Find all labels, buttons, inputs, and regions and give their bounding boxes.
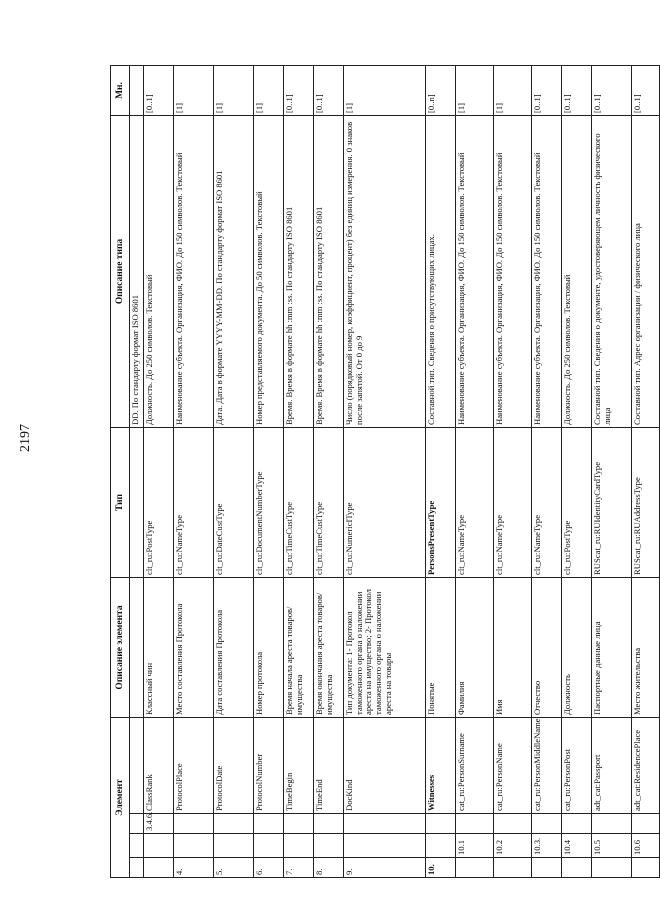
row-element-desc: Имя xyxy=(494,577,532,717)
row-number: 6. xyxy=(254,858,284,878)
row-code: 3.4.6. xyxy=(144,814,174,834)
row-element-name: cat_ru:PersonMiddleName xyxy=(532,717,562,813)
row-number: 10. xyxy=(426,858,456,878)
row-element-desc: Должность xyxy=(562,577,592,717)
table-header-row xyxy=(111,65,130,877)
row-code xyxy=(174,814,214,834)
header-element-desc: Описание элемента xyxy=(111,577,130,717)
row-code xyxy=(426,814,456,834)
row-element-desc: Место составления Протокола xyxy=(174,577,214,717)
row-type-desc: DD. По стандарту формат ISO 8601 xyxy=(130,115,144,427)
row-element-name: adt_cat:Passport xyxy=(592,717,632,813)
row-multiplicity xyxy=(130,65,144,115)
row-element-desc: Время начала ареста товаров/имущества xyxy=(284,577,314,717)
row-code xyxy=(494,814,532,834)
row-subnumber: 10.2 xyxy=(494,834,532,858)
row-type-desc: Должность. До 250 символов. Текстовый xyxy=(562,115,592,427)
row-type-desc: Должность. До 250 символов. Текстовый xyxy=(144,115,174,427)
row-type: RUScat_ru:RUAddressType xyxy=(632,427,660,577)
row-type xyxy=(130,427,144,577)
row-element-desc: Время окончания ареста товаров/имущества xyxy=(314,577,344,717)
row-number: 8. xyxy=(314,858,344,878)
table-row xyxy=(314,65,344,877)
row-element-name: TimeBegin xyxy=(284,717,314,813)
row-multiplicity: [0..1] xyxy=(284,65,314,115)
rotated-table-container xyxy=(110,66,642,878)
header-type-desc: Описание типа xyxy=(111,115,130,427)
row-multiplicity: [0..1] xyxy=(314,65,344,115)
row-subnumber xyxy=(130,834,144,858)
row-code xyxy=(562,814,592,834)
table-row xyxy=(532,65,562,877)
row-type-desc: Число (порядковый номер, коэффициент, процент) без единиц измерения. 0 знаков после запятой. От 0 до 9 xyxy=(344,115,426,427)
row-subnumber: 10.4 xyxy=(562,834,592,858)
row-type: PersonsPresentType xyxy=(426,427,456,577)
row-number xyxy=(632,858,660,878)
row-code xyxy=(532,814,562,834)
spec-table xyxy=(110,65,660,878)
row-multiplicity: [0..1] xyxy=(632,65,660,115)
header-type: Тип xyxy=(111,427,130,577)
row-subnumber: 10.3. xyxy=(532,834,562,858)
row-type-desc: Наименование субъекта. Организация, ФИО. До 150 символов. Текстовый xyxy=(532,115,562,427)
table-row xyxy=(456,65,494,877)
row-element-desc: Отчество xyxy=(532,577,562,717)
row-element-name xyxy=(130,717,144,813)
row-type: clt_ru:NameType xyxy=(174,427,214,577)
page-number: 2197 xyxy=(18,424,33,452)
row-type: RUScat_ru:RUIdentityCardType xyxy=(592,427,632,577)
row-multiplicity: [1] xyxy=(174,65,214,115)
row-code xyxy=(456,814,494,834)
row-type-desc: Дата. Дата в формате YYYY-MM-DD. По стандарту формат ISO 8601 xyxy=(214,115,254,427)
row-type: clt_ru:PostType xyxy=(144,427,174,577)
row-type: clt_ru:DocumentNumberType xyxy=(254,427,284,577)
row-type-desc: Составной тип. Адрес организации / физического лица xyxy=(632,115,660,427)
row-type: clt_ru:NameType xyxy=(456,427,494,577)
row-subnumber: 10.1 xyxy=(456,834,494,858)
row-code xyxy=(314,814,344,834)
row-code xyxy=(592,814,632,834)
row-code xyxy=(214,814,254,834)
row-code xyxy=(130,814,144,834)
row-number: 4. xyxy=(174,858,214,878)
row-subnumber xyxy=(426,834,456,858)
row-number xyxy=(144,858,174,878)
row-element-name: cat_ru:PersonPost xyxy=(562,717,592,813)
table-row xyxy=(344,65,426,877)
row-type-desc: Составной тип. Сведения о присутствующих лицах. xyxy=(426,115,456,427)
table-row xyxy=(214,65,254,877)
row-element-desc: Место жительства xyxy=(632,577,660,717)
row-element-desc: Фамилия xyxy=(456,577,494,717)
row-element-name: cat_ru:PersonSurname xyxy=(456,717,494,813)
row-number: 7. xyxy=(284,858,314,878)
header-multiplicity: Мн. xyxy=(111,65,130,115)
row-multiplicity: [1] xyxy=(456,65,494,115)
row-number xyxy=(494,858,532,878)
row-multiplicity: [1] xyxy=(254,65,284,115)
row-code xyxy=(254,814,284,834)
table-row xyxy=(174,65,214,877)
row-element-desc: Номер протокола xyxy=(254,577,284,717)
row-type-desc: Время. Время в формате hh :mm :ss. По стандарту ISO 8601 xyxy=(314,115,344,427)
row-type-desc: Составной тип. Сведения о документе, удостоверяющем личность физического лица xyxy=(592,115,632,427)
table-row xyxy=(494,65,532,877)
row-code xyxy=(284,814,314,834)
row-element-name: TimeEnd xyxy=(314,717,344,813)
table-body xyxy=(130,65,660,877)
table-row xyxy=(144,65,174,877)
row-element-name: adt_cat:ResidencePlace xyxy=(632,717,660,813)
row-code xyxy=(632,814,660,834)
table-row xyxy=(592,65,632,877)
row-element-name: ProtocolPlace xyxy=(174,717,214,813)
row-type-desc: Наименование субъекта. Организация, ФИО. До 150 символов. Текстовый xyxy=(456,115,494,427)
row-number: 9. xyxy=(344,858,426,878)
row-type: clt_ru:NameType xyxy=(494,427,532,577)
row-element-name: ClassRank xyxy=(144,717,174,813)
row-multiplicity: [1] xyxy=(494,65,532,115)
row-element-desc: Дата составления Протокола xyxy=(214,577,254,717)
row-multiplicity: [0..1] xyxy=(532,65,562,115)
row-type: clt_ru:TimeCustType xyxy=(314,427,344,577)
row-element-desc: Тип документа: 1- Протокол таможенного органа о наложении ареста на имущество; 2- Протокол таможенного органа о наложении ареста на товары xyxy=(344,577,426,717)
row-number: 5. xyxy=(214,858,254,878)
row-type: clt_ru:DateCustType xyxy=(214,427,254,577)
row-element-name: cat_ru:PersonName xyxy=(494,717,532,813)
row-subnumber xyxy=(144,834,174,858)
row-subnumber: 10.6 xyxy=(632,834,660,858)
row-type: clt_ru:NameType xyxy=(532,427,562,577)
row-number xyxy=(592,858,632,878)
row-number xyxy=(130,858,144,878)
row-multiplicity: [1] xyxy=(344,65,426,115)
row-type: clt_ru:NumericIType xyxy=(344,427,426,577)
row-type-desc: Номер представляемого документа. До 50 символов. Текстовый xyxy=(254,115,284,427)
row-subnumber xyxy=(284,834,314,858)
table-row xyxy=(130,65,144,877)
row-multiplicity: [1] xyxy=(214,65,254,115)
row-subnumber xyxy=(174,834,214,858)
row-code xyxy=(344,814,426,834)
row-multiplicity: [0..1] xyxy=(562,65,592,115)
row-type: clt_ru:TimeCustType xyxy=(284,427,314,577)
row-element-name: Witnesses xyxy=(426,717,456,813)
row-type-desc: Наименование субъекта. Организация, ФИО. До 150 символов. Текстовый xyxy=(494,115,532,427)
header-element: Элемент xyxy=(111,717,130,877)
table-row xyxy=(632,65,660,877)
row-element-desc: Понятые xyxy=(426,577,456,717)
row-element-name: ProtocolDate xyxy=(214,717,254,813)
row-element-desc: Классный чин xyxy=(144,577,174,717)
row-element-name: DocKind xyxy=(344,717,426,813)
row-subnumber xyxy=(314,834,344,858)
row-multiplicity: [0..1] xyxy=(592,65,632,115)
row-subnumber xyxy=(214,834,254,858)
table-row xyxy=(426,65,456,877)
row-number xyxy=(562,858,592,878)
row-multiplicity: [0..1] xyxy=(144,65,174,115)
table-row xyxy=(284,65,314,877)
row-element-desc: Паспортные данные лица xyxy=(592,577,632,717)
table-row xyxy=(254,65,284,877)
row-subnumber: 10.5 xyxy=(592,834,632,858)
row-element-desc xyxy=(130,577,144,717)
row-element-name: ProtocolNumber xyxy=(254,717,284,813)
row-multiplicity: [0..n] xyxy=(426,65,456,115)
row-subnumber xyxy=(344,834,426,858)
row-subnumber xyxy=(254,834,284,858)
row-number xyxy=(456,858,494,878)
table-row xyxy=(562,65,592,877)
row-type-desc: Наименование субъекта. Организация, ФИО. До 150 символов. Текстовый xyxy=(174,115,214,427)
row-type: clt_ru:PostType xyxy=(562,427,592,577)
row-number xyxy=(532,858,562,878)
row-type-desc: Время. Время в формате hh :mm :ss. По стандарту ISO 8601 xyxy=(284,115,314,427)
